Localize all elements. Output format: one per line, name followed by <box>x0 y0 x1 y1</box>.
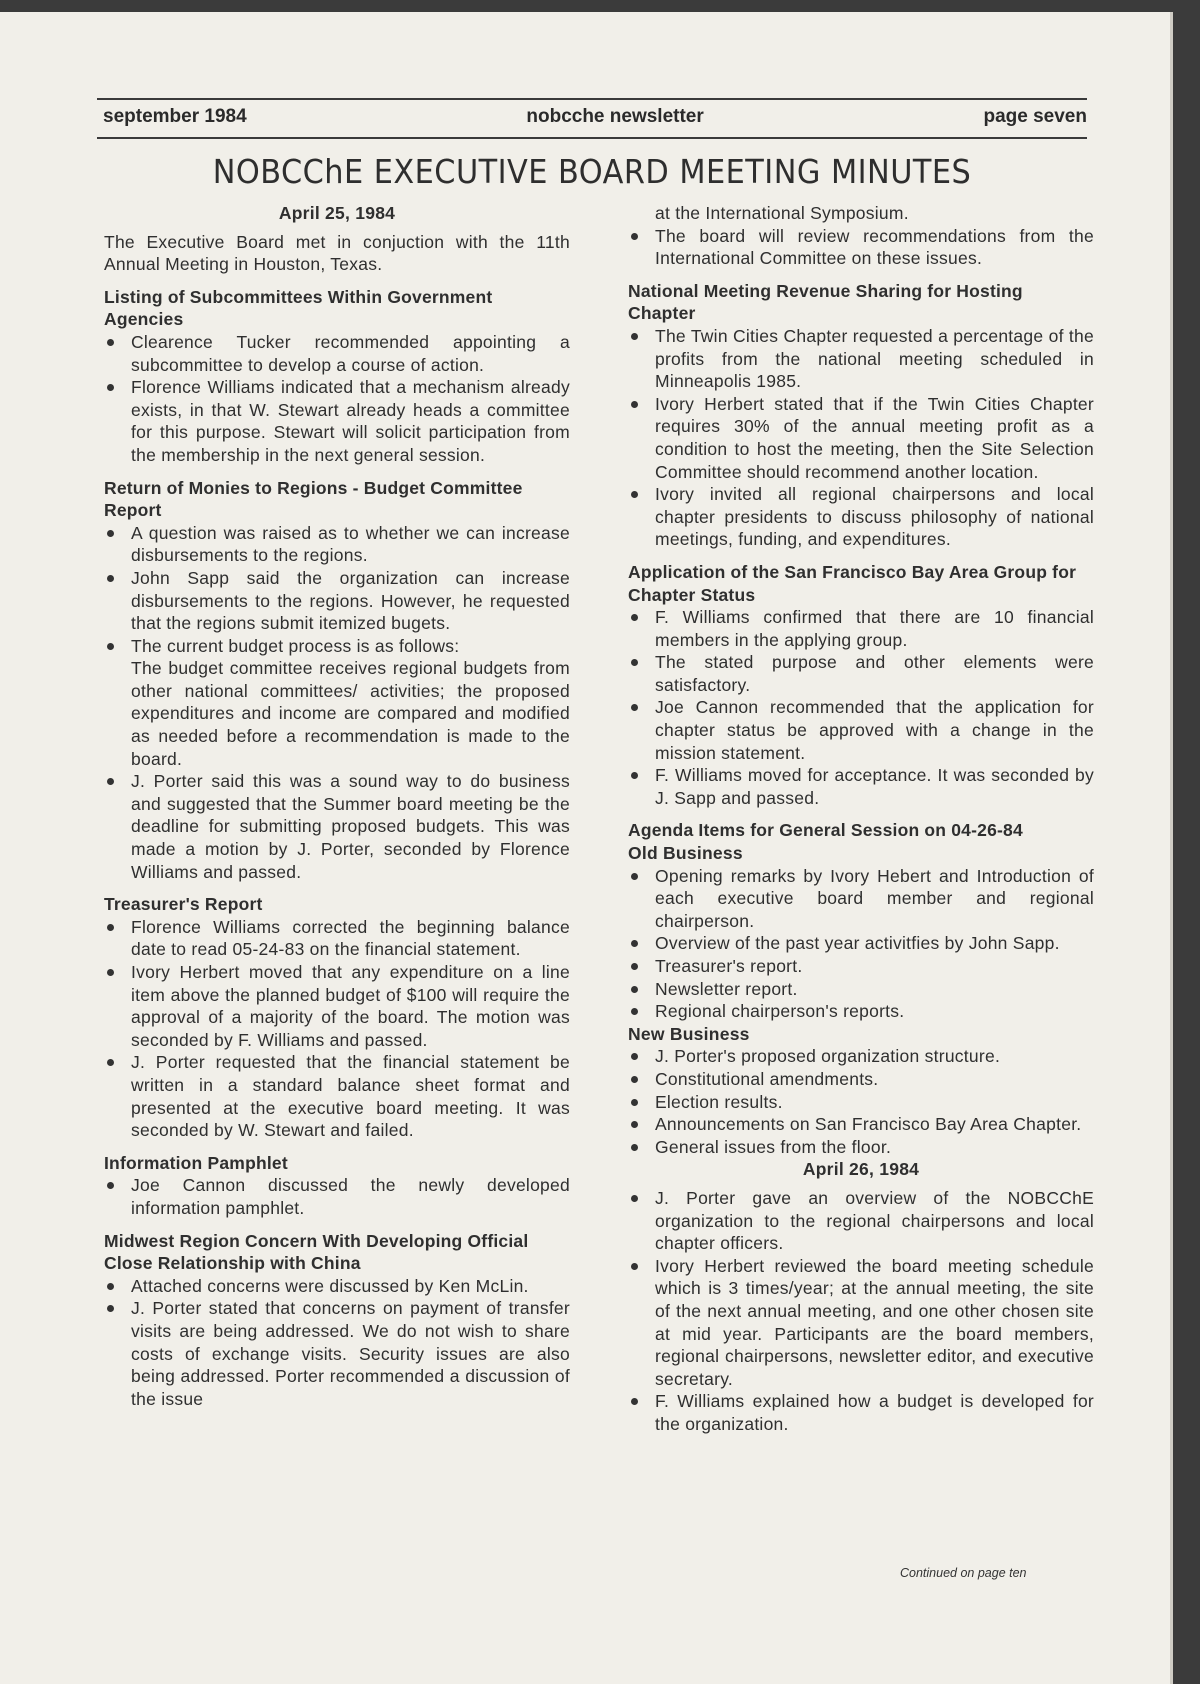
section-heading: Midwest Region Concern With Developing Official Close Relationship with China <box>104 1230 529 1274</box>
left-column <box>104 202 570 1410</box>
bullet-item: Constitutional amendments. <box>628 1068 1094 1091</box>
bullet-item: Joe Cannon recommended that the application for chapter status be approved with a change in the mission statement. <box>628 696 1094 764</box>
page-header <box>103 106 1087 128</box>
bullet-item: Opening remarks by Ivory Hebert and Introduction of each executive board member and regional chairperson. <box>628 865 1094 933</box>
subheading: Old Business <box>628 843 743 864</box>
bullet-item: John Sapp said the organization can increase disbursements to the regions. However, he requested that the regions submit itemized bugets. <box>104 567 570 635</box>
bullet-item: Overview of the past year activitfies by John Sapp. <box>628 932 1094 955</box>
continued-text: The budget committee receives regional budgets from other national committees/ activities; the proposed expenditures and income are compared and modified as needed before a recommendation is made to the board. <box>131 658 570 769</box>
header-page-number: page seven <box>983 106 1087 127</box>
section-heading: Agenda Items for General Session on 04-26-84 <box>628 820 1023 841</box>
bullet-item: J. Porter said this was a sound way to do business and suggested that the Summer board meeting be the deadline for submitting proposed budgets. This was made a motion by J. Porter, seconded by Florence Williams and passed. <box>104 770 570 883</box>
bullet-item: Newsletter report. <box>628 978 1094 1001</box>
bullet-item: Florence Williams indicated that a mechanism already exists, in that W. Stewart already heads a committee for this purpose. Stewart will solicit participation from the membership in the next general session. <box>104 376 570 466</box>
section-heading: National Meeting Revenue Sharing for Hosting Chapter <box>628 280 1023 324</box>
bullet-item: F. Williams moved for acceptance. It was seconded by J. Sapp and passed. <box>628 764 1094 809</box>
bullet-item: The board will review recommendations from the International Committee on these issues. <box>628 225 1094 270</box>
subheading: New Business <box>628 1023 750 1044</box>
continued-note: Continued on page ten <box>900 1566 1027 1580</box>
bullet-item: J. Porter requested that the financial statement be written in a standard balance sheet format and presented at the executive board meeting. It was seconded by W. Stewart and failed. <box>104 1051 570 1141</box>
newsletter-page <box>0 12 1173 1684</box>
bullet-item: J. Porter gave an overview of the NOBCChE organization to the regional chairpersons and local chapter officers. <box>628 1187 1094 1255</box>
header-top-rule <box>97 98 1087 100</box>
right-column <box>628 202 1094 1435</box>
continued-text: at the International Symposium. <box>655 203 909 223</box>
bullet-item: Election results. <box>628 1091 1094 1114</box>
bullet-item: Attached concerns were discussed by Ken McLin. <box>104 1275 570 1298</box>
bullet-item: Florence Williams corrected the beginning balance date to read 05-24-83 on the financial statement. <box>104 916 570 961</box>
bullet-item: The Twin Cities Chapter requested a percentage of the profits from the national meeting scheduled in Minneapolis 1985. <box>628 325 1094 393</box>
bullet-item: Treasurer's report. <box>628 955 1094 978</box>
meeting-date: April 25, 1984 <box>278 203 396 223</box>
bullet-item: Ivory Herbert stated that if the Twin Cities Chapter requires 30% of the annual meeting profit as a condition to host the meeting, then the Site Selection Committee should recommend another location. <box>628 393 1094 483</box>
section-heading: Treasurer's Report <box>104 894 263 915</box>
bullet-item: Ivory Herbert reviewed the board meeting schedule which is 3 times/year; at the annual meeting, the site of the next annual meeting, and one other chosen site at mid year. Participants are the board members, regional chairpersons, newsletter editor, and executive secretary. <box>628 1255 1094 1391</box>
paragraph: The Executive Board met in conjuction with the 11th Annual Meeting in Houston, Texas. <box>104 231 570 275</box>
bullet-item: General issues from the floor. <box>628 1136 1094 1159</box>
bullet-item: F. Williams confirmed that there are 10 financial members in the applying group. <box>628 606 1094 651</box>
bullet-item: Announcements on San Francisco Bay Area Chapter. <box>628 1113 1094 1136</box>
bullet-item: The current budget process is as follows: <box>104 635 570 658</box>
header-bottom-rule <box>97 137 1087 139</box>
bullet-item: Regional chairperson's reports. <box>628 1000 1094 1023</box>
section-heading: Application of the San Francisco Bay Area Group for Chapter Status <box>628 561 1077 605</box>
meeting-date: April 26, 1984 <box>802 1159 920 1180</box>
bullet-item: Ivory Herbert moved that any expenditure on a line item above the planned budget of $100 will require the approval of a majority of the board. The motion was seconded by F. Williams and passed. <box>104 961 570 1051</box>
section-heading: Return of Monies to Regions - Budget Committee Report <box>104 477 523 521</box>
bullet-item: Joe Cannon discussed the newly developed information pamphlet. <box>104 1174 570 1219</box>
section-heading: Listing of Subcommittees Within Government Agencies <box>104 286 493 330</box>
article-title: NOBCChE EXECUTIVE BOARD MEETING MINUTES <box>212 152 972 191</box>
bullet-item: Ivory invited all regional chairpersons and local chapter presidents to discuss philosophy of national meetings, funding, and expenditures. <box>628 483 1094 551</box>
bullet-item: F. Williams explained how a budget is developed for the organization. <box>628 1390 1094 1435</box>
section-heading: Information Pamphlet <box>104 1152 288 1173</box>
header-date: september 1984 <box>103 106 247 127</box>
bullet-item: J. Porter stated that concerns on payment of transfer visits are being addressed. We do not wish to share costs of exchange visits. Security issues are also being addressed. Porter recommended a discussion of the issue <box>104 1297 570 1410</box>
header-publication: nobcche newsletter <box>526 106 704 127</box>
bullet-item: J. Porter's proposed organization structure. <box>628 1045 1094 1068</box>
bullet-item: A question was raised as to whether we can increase disbursements to the regions. <box>104 522 570 567</box>
bullet-item: The stated purpose and other elements were satisfactory. <box>628 651 1094 696</box>
bullet-item: Clearence Tucker recommended appointing a subcommittee to develop a course of action. <box>104 331 570 376</box>
